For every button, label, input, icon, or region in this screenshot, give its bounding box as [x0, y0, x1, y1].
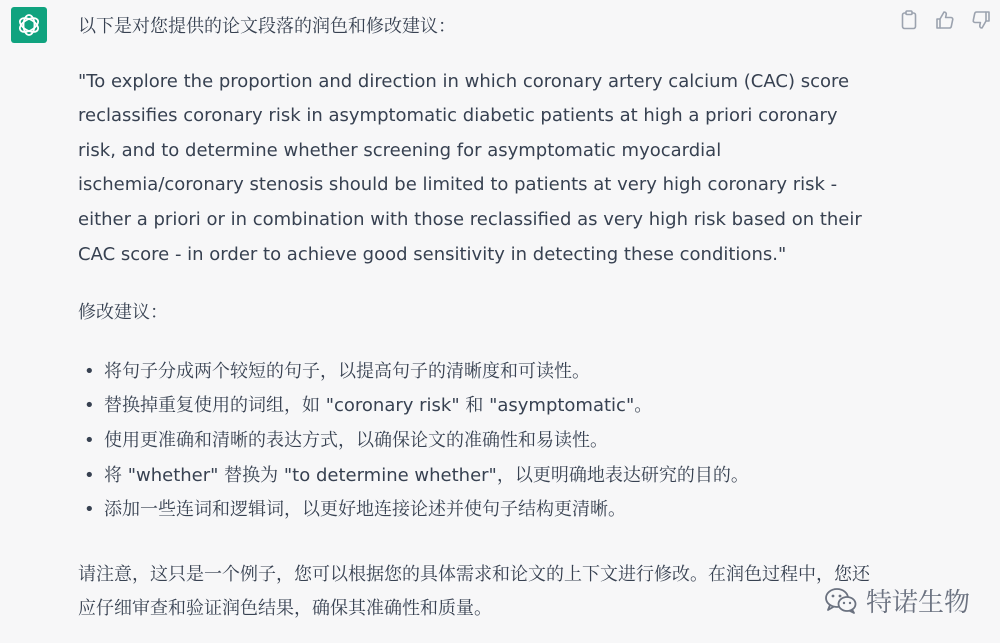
openai-logo-icon: [16, 12, 42, 38]
list-item: • 将 "whether" 替换为 "to determine whether"，以更明确地表达研究的目的。: [84, 464, 749, 486]
assistant-avatar: [11, 7, 47, 43]
closing-note: 请注意，这只是一个例子，您可以根据您的具体需求和论文的上下文进行修改。在润色过程中，您还应仔细审查和验证润色结果，确保其准确性和质量。: [78, 563, 870, 620]
watermark-text: 特诺生物: [865, 588, 970, 618]
clipboard-icon: [900, 10, 918, 30]
suggestion-text: 使用更准确和清晰的表达方式，以确保论文的准确性和易读性。: [104, 429, 608, 451]
copy-button[interactable]: [898, 9, 920, 31]
suggestions-heading: 修改建议：: [78, 302, 168, 324]
wechat-icon: [824, 587, 858, 615]
message-content: [78, 10, 878, 627]
suggestion-text: 添加一些连词和逻辑词，以更好地连接论述并使句子结构更清晰。: [104, 499, 626, 521]
thumbs-up-button[interactable]: [934, 9, 956, 31]
thumbs-up-icon: [935, 10, 955, 30]
list-item: • 添加一些连词和逻辑词，以更好地连接论述并使句子结构更清晰。: [84, 499, 626, 521]
thumbs-down-icon: [971, 10, 991, 30]
suggestion-text: 将句子分成两个较短的句子，以提高句子的清晰度和可读性。: [104, 360, 590, 382]
revised-paragraph: "To explore the proportion and direction in which coronary artery calcium (CAC) score reclassifies coronary risk in asymptomatic diabetic patients at high a priori coronary risk, and to determine whether screening for asymptomatic myocardial ischemia/coronary stenosis should be limited to patients at very high coronary risk - either a priori or in combination with those reclassified as very high risk based on their CAC score - in order to achieve good sensitivity in detecting these conditions.": [78, 70, 862, 265]
watermark: [824, 582, 970, 619]
list-item: • 替换掉重复使用的词组，如 "coronary risk" 和 "asymptomatic"。: [84, 395, 653, 417]
list-item: • 使用更准确和清晰的表达方式，以确保论文的准确性和易读性。: [84, 429, 608, 451]
message-intro: 以下是对您提供的论文段落的润色和修改建议：: [78, 16, 456, 37]
suggestion-text: 将 "whether" 替换为 "to determine whether"，以更明确地表达研究的目的。: [104, 464, 749, 486]
suggestions-list: [78, 355, 878, 528]
thumbs-down-button[interactable]: [970, 9, 992, 31]
list-item: • 将句子分成两个较短的句子，以提高句子的清晰度和可读性。: [84, 360, 590, 382]
suggestion-text: 替换掉重复使用的词组，如 "coronary risk" 和 "asymptomatic"。: [104, 395, 653, 417]
message-actions: [898, 9, 992, 31]
